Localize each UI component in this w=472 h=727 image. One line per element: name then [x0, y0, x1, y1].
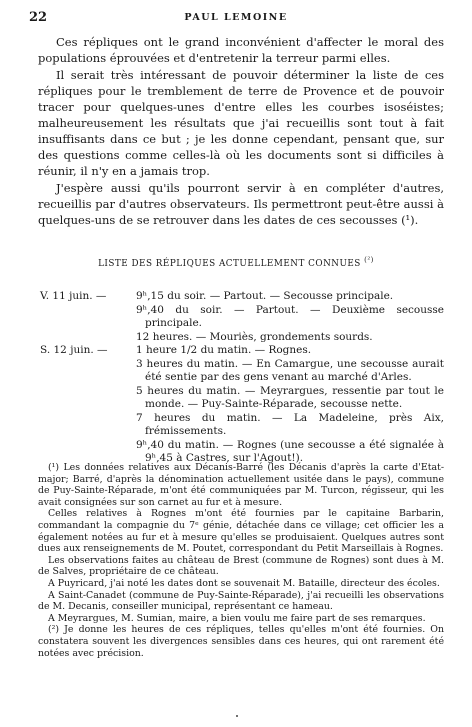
- list-title-note: (²): [364, 256, 374, 264]
- footnote: Celles relatives à Rognes m'ont été fournies par le capitaine Barbarin, commandant la compagnie du 7ᵉ génie, détachée dans ce village; cet officier les a également notées au fur et à mesure qu'elles se produisaient. Quelques autres sont dues aux renseignements de M. Poutet, correspondant du Petit Marseillais à Rognes.: [38, 508, 444, 555]
- entry-text: 1 heure 1/2 du matin. — Rognes.: [136, 344, 312, 356]
- footnote: Les observations faites au château de Brest (commune de Rognes) sont dues à M. de Salves, propriétaire de ce château.: [38, 554, 444, 578]
- list-item: [0, 304, 472, 331]
- list-title: [0, 256, 472, 269]
- paragraph: Il serait très intéressant de pouvoir déterminer la liste de ces répliques pour le tremblement de terre de Provence et de pouvoir tracer pour quelques-unes d'entre elles les courbes isoséistes; malheureusement les résultats que j'ai recueillis sont tout à fait insuffisants dans ce but ; je les donne cependant, pensant que, sur des questions comme celles-là où les documents sont si difficiles à réunir, il n'y en a jamais trop.: [38, 68, 444, 178]
- list-title-text: LISTE DES RÉPLIQUES ACTUELLEMENT CONNUES: [98, 258, 361, 269]
- footnotes: [38, 462, 444, 659]
- page-number: 22: [29, 10, 48, 25]
- list-item: [0, 331, 472, 345]
- list-item: [0, 290, 472, 304]
- paragraph: Ces répliques ont le grand inconvénient d'affecter le moral des populations éprouvées et d'entretenir la terreur parmi elles.: [38, 35, 444, 65]
- entry-text: 7 heures du matin. — La Madeleine, près Aix, frémissements.: [136, 411, 444, 437]
- entry-text: 9ʰ,40 du soir. — Partout. — Deuxième secousse principale.: [136, 303, 444, 329]
- footnote: A Meyrargues, M. Sumian, maire, a bien voulu me faire part de ses remarques.: [48, 612, 426, 624]
- list-item: [0, 344, 472, 358]
- entry-date: S. 12 juin. —: [40, 344, 108, 356]
- page-header: [0, 10, 472, 26]
- footnote: (¹) Les données relatives aux Décanis-Barré (les Décanis d'après la carte d'Etat-major; Barré, d'après la dénomination actuellement usitée dans le pays), commune de Puy-Sainte-Réparade, m'ont été communiquées par M. Turcon, régisseur, qui les avait consignées sur son carnet au fur et à mesure.: [38, 462, 444, 508]
- list-item: [0, 412, 472, 439]
- entry-text: 5 heures du matin. — Meyrargues, ressentie par tout le monde. — Puy-Sainte-Réparade, secousse nette.: [136, 384, 444, 410]
- entry-date: V. 11 juin. —: [40, 290, 107, 302]
- entry-text: 9ʰ,40 du matin. — Rognes (une secousse a été signalée à 9ʰ,45 à Castres, sur l'Agout!).: [136, 438, 444, 464]
- footnote: A Puyricard, j'ai noté les dates dont se souvenait M. Bataille, directeur des écoles.: [48, 577, 440, 589]
- paragraph: J'espère aussi qu'ils pourront servir à en compléter d'autres, recueillis par d'autres observateurs. Ils permettront peut-être aussi à quelques-uns de se retrouver dans les dates de ces secousses (¹).: [38, 181, 444, 227]
- page-dot: [236, 715, 238, 717]
- list-item: [0, 385, 472, 412]
- entry-text: 3 heures du matin. — En Camargue, une secousse aurait été sentie par des gens venant au marché d'Arles.: [136, 357, 444, 383]
- footnote: (²) Je donne les heures de ces répliques, telles qu'elles m'ont été fournies. On constatera souvent les divergences sensibles dans ces heures, qui ont rarement été notées avec précision.: [38, 624, 444, 659]
- entry-text: 12 heures. — Mouriès, grondements sourds.: [136, 330, 373, 343]
- footnote: A Saint-Canadet (commune de Puy-Sainte-Réparade), j'ai recueilli les observations de M. Decanis, conseiller municipal, représentant ce hameau.: [38, 589, 444, 613]
- list-item: [0, 358, 472, 385]
- aftershock-list: [0, 290, 472, 466]
- entry-text: 9ʰ,15 du soir. — Partout. — Secousse principale.: [136, 290, 394, 302]
- running-head: PAUL LEMOINE: [184, 12, 288, 23]
- body-text: [38, 34, 444, 228]
